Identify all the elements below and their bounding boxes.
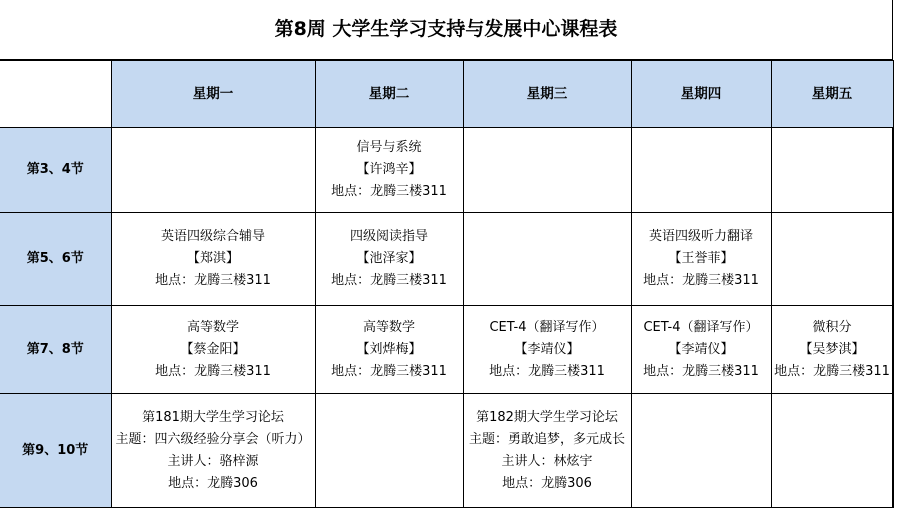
table-row [0, 213, 893, 306]
schedule-cell-tue[interactable] [315, 306, 463, 394]
cell-line: 地点：龙腾三楼311 [155, 363, 271, 379]
cell-line: 【李靖仪】 [514, 341, 580, 357]
schedule-cell-wed[interactable] [463, 394, 631, 508]
period-label[interactable]: 第5、6节 [0, 213, 111, 306]
cell-line: 【池泽家】 [356, 251, 422, 266]
schedule-cell-tue[interactable] [315, 394, 463, 508]
schedule-cell-fri[interactable] [771, 394, 893, 508]
cell-line: 地点：龙腾三楼311 [331, 184, 447, 199]
page-title: 第8周 大学生学习支持与发展中心课程表 [0, 0, 892, 60]
schedule-cell-wed[interactable] [463, 306, 631, 394]
schedule-cell-thu[interactable] [631, 394, 771, 508]
cell-line: 主题：四六级经验分享会（听力） [115, 431, 311, 447]
schedule-cell-mon[interactable] [111, 394, 315, 508]
table-row [0, 306, 893, 394]
cell-line: 地点：龙腾三楼311 [331, 363, 447, 379]
cell-line: 【王誉菲】 [668, 251, 734, 266]
period-label[interactable]: 第7、8节 [0, 306, 111, 394]
cell-line: 四级阅读指导 [349, 229, 428, 244]
cell-line: 地点：龙腾三楼311 [155, 273, 271, 288]
cell-line: 主讲人：骆梓源 [167, 453, 259, 469]
cell-line: CET-4（翻译写作） [489, 319, 605, 335]
cell-line: 高等数学 [362, 319, 415, 335]
cell-line: 第181期大学生学习论坛 [142, 409, 284, 425]
day-header-thu[interactable]: 星期四 [631, 61, 771, 128]
schedule-cell-mon[interactable] [111, 128, 315, 213]
schedule-cell-fri[interactable] [771, 306, 893, 394]
cell-line: 主题：勇敢追梦，多元成长 [468, 431, 625, 447]
cell-line: 【蔡金阳】 [180, 341, 246, 357]
cell-line: 【李靖仪】 [668, 341, 734, 357]
cell-line: 地点：龙腾三楼311 [643, 273, 759, 288]
header-row [0, 61, 893, 128]
cell-line: 【刘烨梅】 [356, 341, 422, 357]
day-header-wed[interactable]: 星期三 [463, 61, 631, 128]
schedule-cell-fri[interactable] [771, 213, 893, 306]
schedule-cell-mon[interactable] [111, 213, 315, 306]
corner-cell [0, 61, 111, 128]
period-label[interactable]: 第9、10节 [0, 394, 111, 508]
cell-line: 地点：龙腾三楼311 [774, 363, 890, 379]
cell-line: 【郑淇】 [186, 251, 239, 266]
cell-line: 地点：龙腾306 [168, 475, 258, 491]
schedule-cell-thu[interactable] [631, 128, 771, 213]
cell-line: 地点：龙腾三楼311 [643, 363, 759, 379]
schedule-cell-mon[interactable] [111, 306, 315, 394]
cell-line: 地点：龙腾306 [502, 475, 592, 491]
cell-line: 【许鸿辛】 [356, 162, 422, 177]
schedule-cell-thu[interactable] [631, 213, 771, 306]
cell-line: 英语四级综合辅导 [160, 229, 265, 244]
cell-line: 主讲人：林炫宇 [501, 453, 593, 469]
day-header-fri[interactable]: 星期五 [771, 61, 893, 128]
schedule-cell-wed[interactable] [463, 128, 631, 213]
cell-line: 【吴梦淇】 [799, 341, 865, 357]
cell-line: CET-4（翻译写作） [643, 319, 759, 335]
cell-line: 信号与系统 [356, 140, 422, 155]
cell-line: 英语四级听力翻译 [648, 229, 753, 244]
table-row [0, 394, 893, 508]
schedule-cell-tue[interactable] [315, 128, 463, 213]
table-row [0, 128, 893, 213]
cell-line: 微积分 [812, 319, 852, 335]
schedule-cell-fri[interactable] [771, 128, 893, 213]
schedule-cell-thu[interactable] [631, 306, 771, 394]
schedule-cell-tue[interactable] [315, 213, 463, 306]
day-header-mon[interactable]: 星期一 [111, 61, 315, 128]
schedule-cell-wed[interactable] [463, 213, 631, 306]
cell-line: 地点：龙腾三楼311 [489, 363, 605, 379]
cell-line: 地点：龙腾三楼311 [331, 273, 447, 288]
cell-line: 高等数学 [186, 319, 239, 335]
cell-line: 第182期大学生学习论坛 [476, 409, 618, 425]
schedule-table [0, 60, 894, 508]
period-label[interactable]: 第3、4节 [0, 128, 111, 213]
day-header-tue[interactable]: 星期二 [315, 61, 463, 128]
